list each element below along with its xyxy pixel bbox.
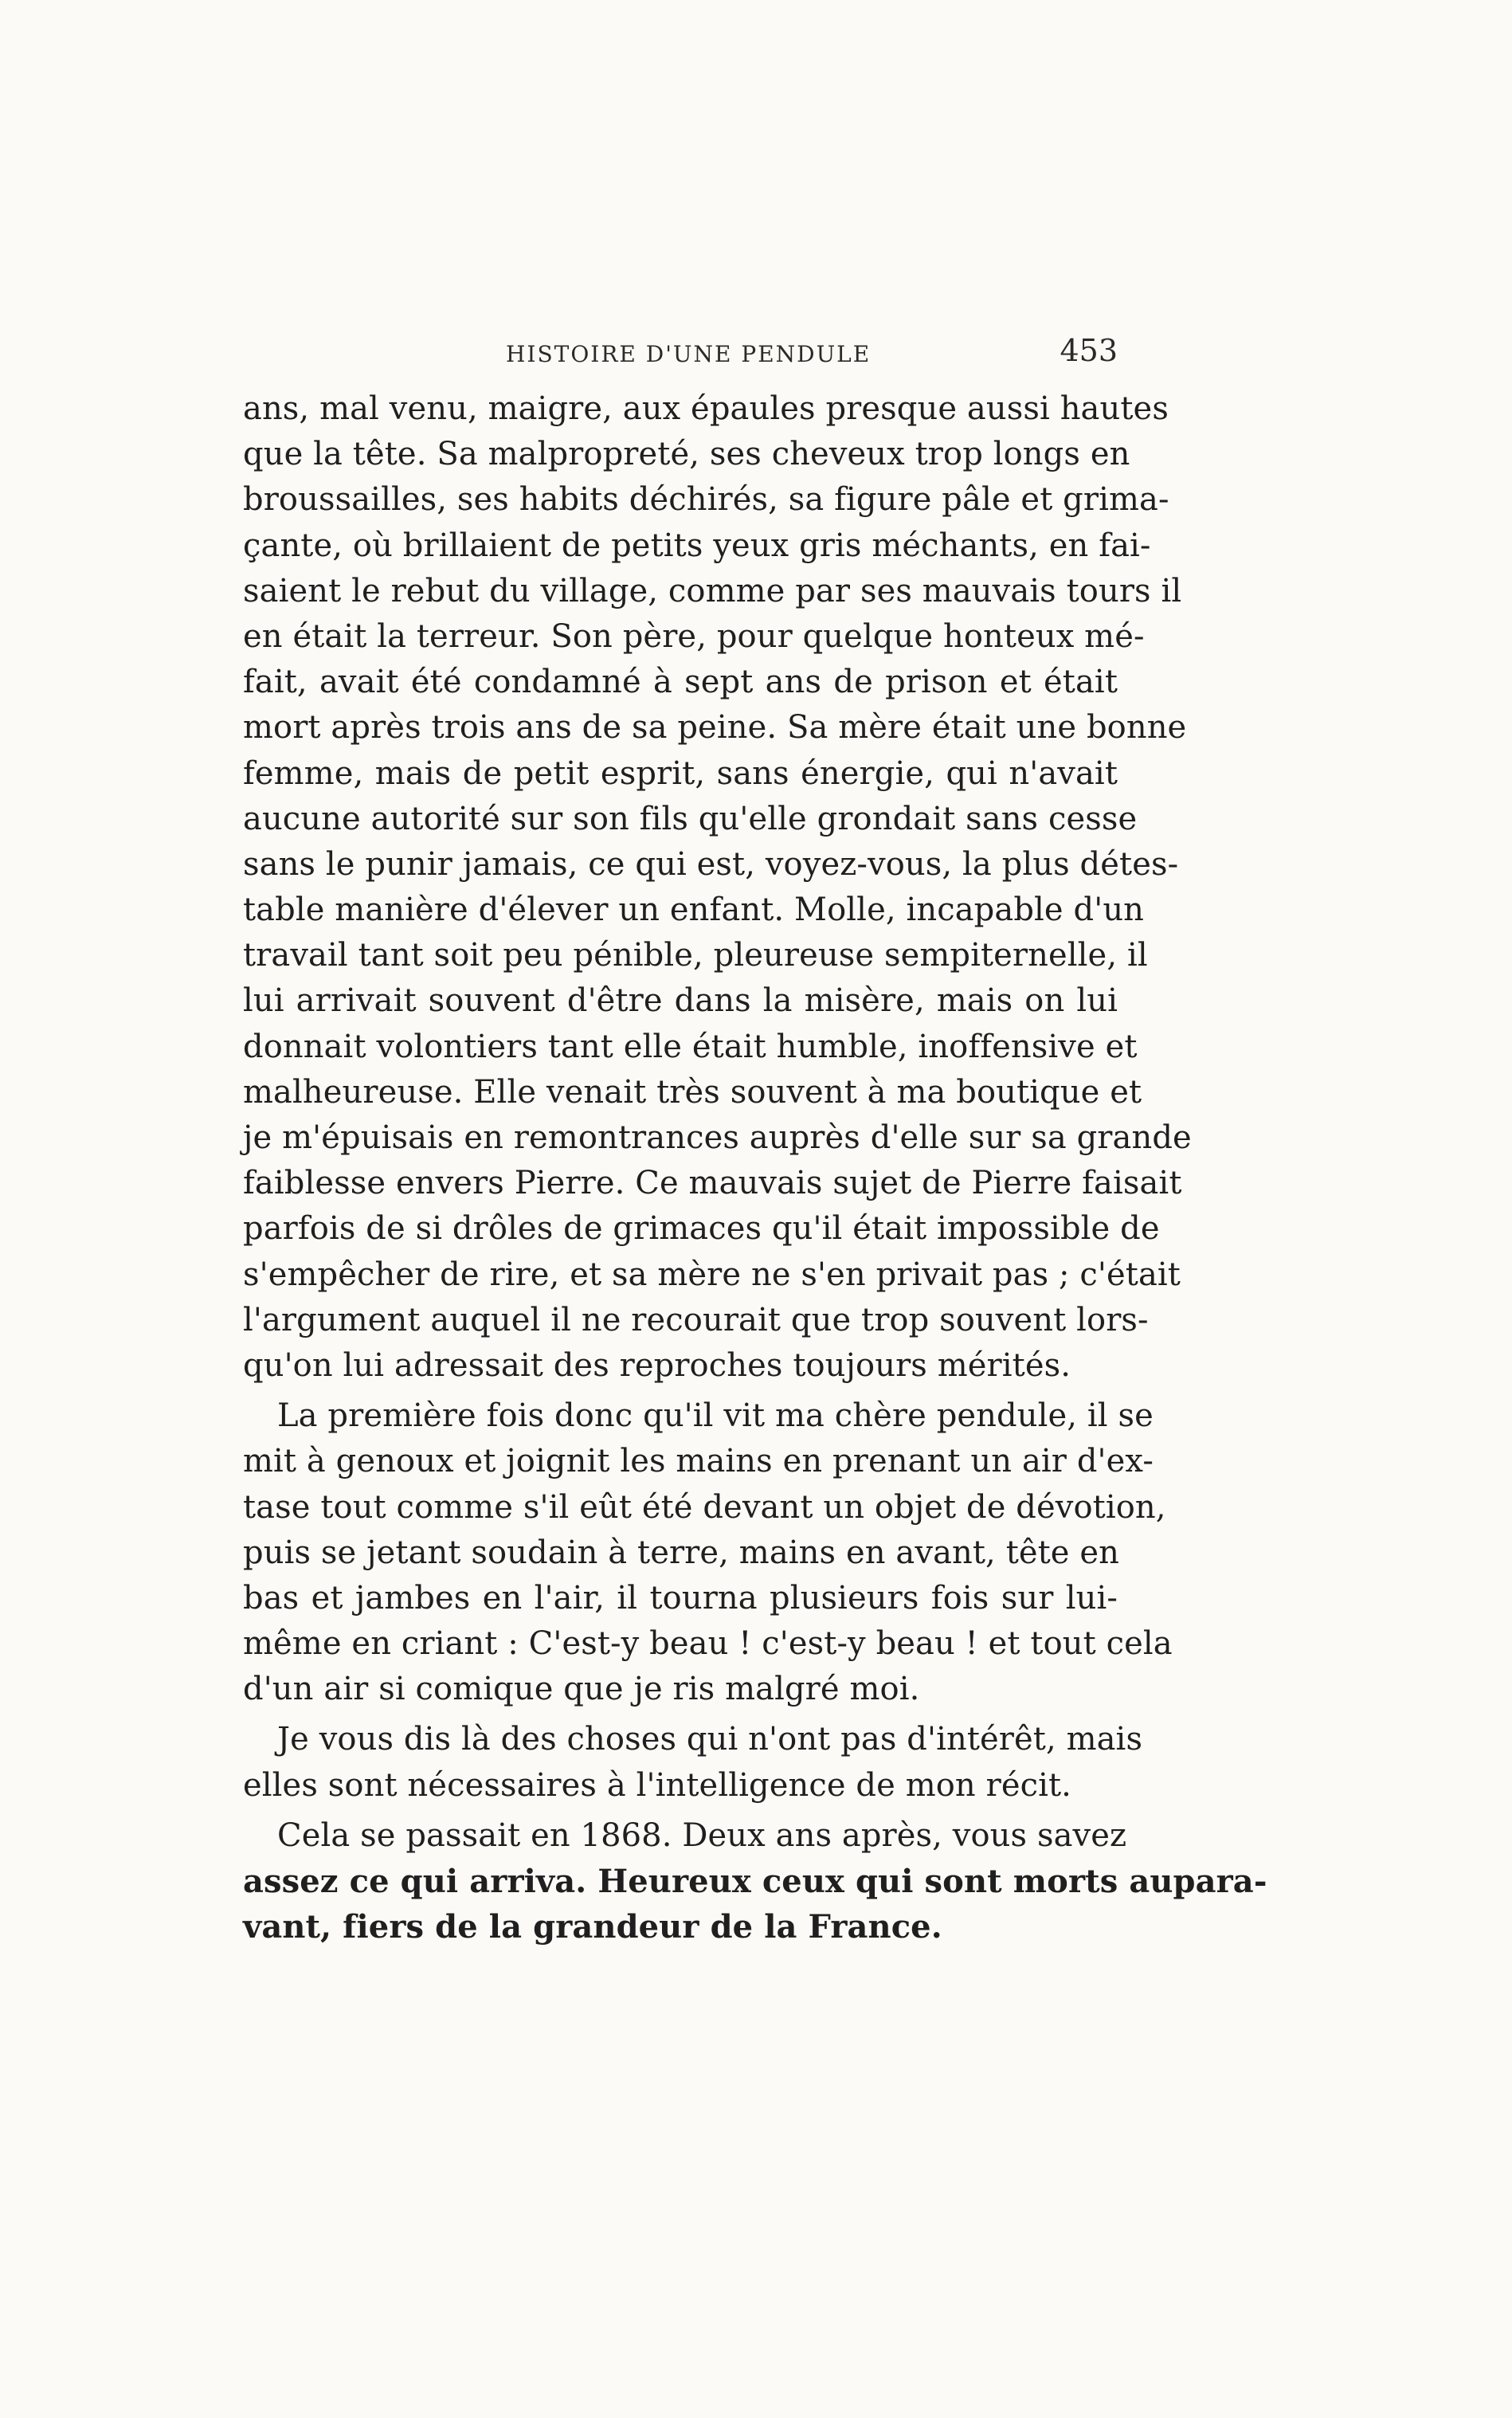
- text-line: çante, où brillaient de petits yeux gris méchants, en fai-: [243, 527, 1151, 564]
- paragraph: [243, 386, 1192, 1389]
- text-line: d'un air si comique que je ris malgré moi.: [243, 1671, 920, 1708]
- text-line: l'argument auquel il ne recourait que trop souvent lors-: [243, 1301, 1149, 1338]
- text-line: puis se jetant soudain à terre, mains en avant, tête en: [243, 1534, 1120, 1571]
- text-line: lui arrivait souvent d'être dans la misère, mais on lui: [243, 982, 1118, 1020]
- text-line: Je vous dis là des choses qui n'ont pas d'intérêt, mais: [277, 1721, 1143, 1758]
- text-line: table manière d'élever un enfant. Molle, incapable d'un: [243, 892, 1145, 929]
- text-line: fait, avait été condamné à sept ans de prison et était: [243, 664, 1118, 701]
- text-line: sans le punir jamais, ce qui est, voyez-vous, la plus détes-: [243, 845, 1179, 883]
- page-number: 453: [1060, 333, 1118, 368]
- text-line: mort après trois ans de sa peine. Sa mère était une bonne: [243, 709, 1187, 747]
- text-line: bas et jambes en l'air, il tourna plusieurs fois sur lui-: [243, 1579, 1118, 1617]
- text-line: aucune autorité sur son fils qu'elle grondait sans cesse: [243, 800, 1138, 837]
- text-line: s'empêcher de rire, et sa mère ne s'en privait pas ; c'était: [243, 1256, 1181, 1293]
- text-line: tase tout comme s'il eût été devant un objet de dévotion,: [243, 1488, 1166, 1526]
- paragraph: [243, 1717, 1143, 1808]
- text-line: Cela se passait en 1868. Deux ans après, vous savez: [277, 1816, 1127, 1854]
- text-line: assez ce qui arriva. Heureux ceux qui sont morts aupara-: [243, 1863, 1267, 1900]
- text-line: travail tant soit peu pénible, pleureuse sempiternelle, il: [243, 937, 1148, 974]
- text-line: mit à genoux et joignit les mains en prenant un air d'ex-: [243, 1443, 1154, 1480]
- text-line: La première fois donc qu'il vit ma chère pendule, il se: [277, 1397, 1154, 1435]
- text-line: que la tête. Sa malpropreté, ses cheveux trop longs en: [243, 436, 1130, 473]
- text-line: faiblesse envers Pierre. Ce mauvais sujet de Pierre faisait: [243, 1165, 1182, 1202]
- running-head: HISTOIRE D'UNE PENDULE: [506, 341, 872, 367]
- text-line: ans, mal venu, maigre, aux épaules presque aussi hautes: [243, 390, 1169, 427]
- paragraph: [243, 1813, 1267, 1950]
- text-line: qu'on lui adressait des reproches toujours mérités.: [243, 1346, 1071, 1384]
- text-line: saient le rebut du village, comme par ses mauvais tours il: [243, 572, 1182, 609]
- paragraph: [243, 1393, 1173, 1712]
- text-line: elles sont nécessaires à l'intelligence de mon récit.: [243, 1766, 1071, 1804]
- text-line: broussailles, ses habits déchirés, sa figure pâle et grima-: [243, 481, 1169, 519]
- page-header: [243, 327, 1118, 382]
- text-line: malheureuse. Elle venait très souvent à ma boutique et: [243, 1073, 1142, 1111]
- text-line: donnait volontiers tant elle était humble, inoffensive et: [243, 1028, 1138, 1065]
- text-line: parfois de si drôles de grimaces qu'il était impossible de: [243, 1210, 1160, 1248]
- text-line: femme, mais de petit esprit, sans énergie, qui n'avait: [243, 754, 1118, 792]
- text-line: en était la terreur. Son père, pour quelque honteux mé-: [243, 617, 1145, 655]
- body-text: [243, 386, 1267, 1950]
- text-line: vant, fiers de la grandeur de la France.: [243, 1908, 942, 1946]
- text-line: même en criant : C'est-y beau ! c'est-y beau ! et tout cela: [243, 1625, 1173, 1663]
- text-line: je m'épuisais en remontrances auprès d'elle sur sa grande: [243, 1119, 1192, 1156]
